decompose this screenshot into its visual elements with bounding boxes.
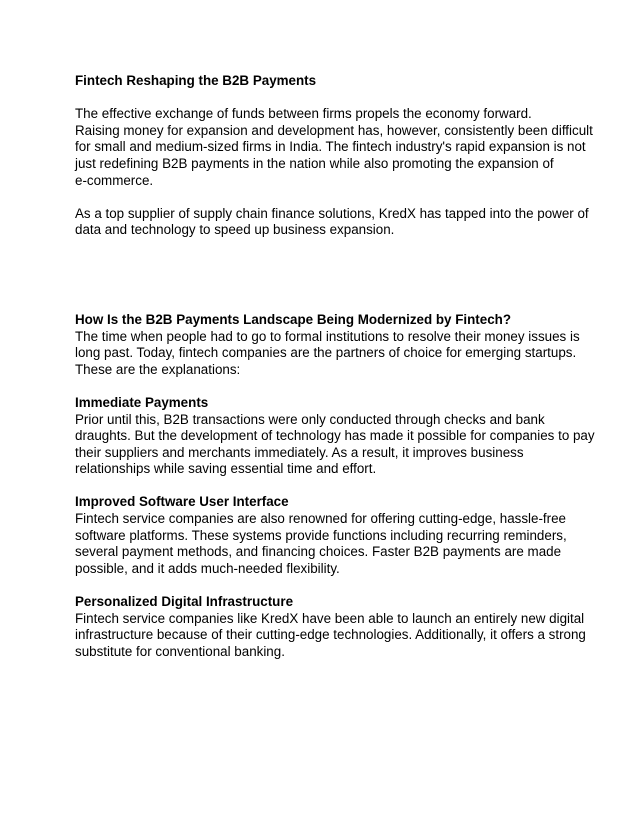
- kredx-line: As a top supplier of supply chain finance solutions, KredX has tapped into the power of: [75, 205, 589, 221]
- section-line: substitute for conventional banking.: [75, 643, 285, 659]
- spacer: [75, 378, 565, 395]
- document-body: [75, 73, 595, 660]
- section-paragraph-digital-infrastructure: [75, 610, 586, 661]
- section-heading-software-ui: Improved Software User Interface: [75, 494, 289, 510]
- section-paragraph-software-ui: [75, 511, 565, 577]
- spacer: [75, 478, 565, 495]
- intro-line: Raising money for expansion and development has, however, consistently been difficult: [75, 122, 593, 138]
- section-line: Fintech service companies are also renowned for offering cutting-edge, hassle-free: [75, 511, 567, 527]
- section-line: several payment methods, and financing choices. Faster B2B payments are made: [75, 544, 562, 560]
- section-line: These are the explanations:: [75, 361, 241, 377]
- section-heading-immediate-payments: Immediate Payments: [75, 394, 209, 410]
- section-line: software platforms. These systems provide functions including recurring reminders,: [75, 527, 567, 543]
- kredx-line: data and technology to speed up business expansion.: [75, 222, 395, 238]
- section-line: relationships while saving essential time and effort.: [75, 461, 377, 477]
- section-line: draughts. But the development of technology has made it possible for companies to pay: [75, 428, 595, 444]
- section-line: The time when people had to go to formal institutions to resolve their money issues is: [75, 328, 580, 344]
- section-line: long past. Today, fintech companies are the partners of choice for emerging startups.: [75, 345, 577, 361]
- section-paragraph-immediate-payments: [75, 411, 595, 478]
- kredx-paragraph: [75, 205, 589, 239]
- section-line: their suppliers and merchants immediately. As a result, it improves business: [75, 444, 524, 460]
- spacer: [75, 577, 565, 594]
- document-title: Fintech Reshaping the B2B Payments: [75, 73, 317, 88]
- spacer: [75, 90, 565, 107]
- section-line: possible, and it adds much-needed flexibility.: [75, 560, 340, 576]
- intro-line: for small and medium-sized firms in India. The fintech industry's rapid expansion is not: [75, 139, 586, 155]
- section-heading-digital-infrastructure: Personalized Digital Infrastructure: [75, 594, 294, 610]
- spacer: [75, 189, 565, 206]
- intro-paragraph: [75, 106, 593, 189]
- intro-line: just redefining B2B payments in the nation while also promoting the expansion of: [75, 155, 554, 171]
- section-line: Fintech service companies like KredX have been able to launch an entirely new digital: [75, 610, 585, 626]
- section-line: Prior until this, B2B transactions were only conducted through checks and bank: [75, 411, 545, 427]
- section-heading-modernized: How Is the B2B Payments Landscape Being Modernized by Fintech?: [75, 311, 512, 327]
- section-paragraph-modernized: [75, 328, 580, 379]
- blank-space: [75, 239, 565, 312]
- intro-line: The effective exchange of funds between firms propels the economy forward.: [75, 106, 532, 122]
- intro-line: e-commerce.: [75, 172, 154, 188]
- section-line: infrastructure because of their cutting-edge technologies. Additionally, it offers a strong: [75, 627, 586, 643]
